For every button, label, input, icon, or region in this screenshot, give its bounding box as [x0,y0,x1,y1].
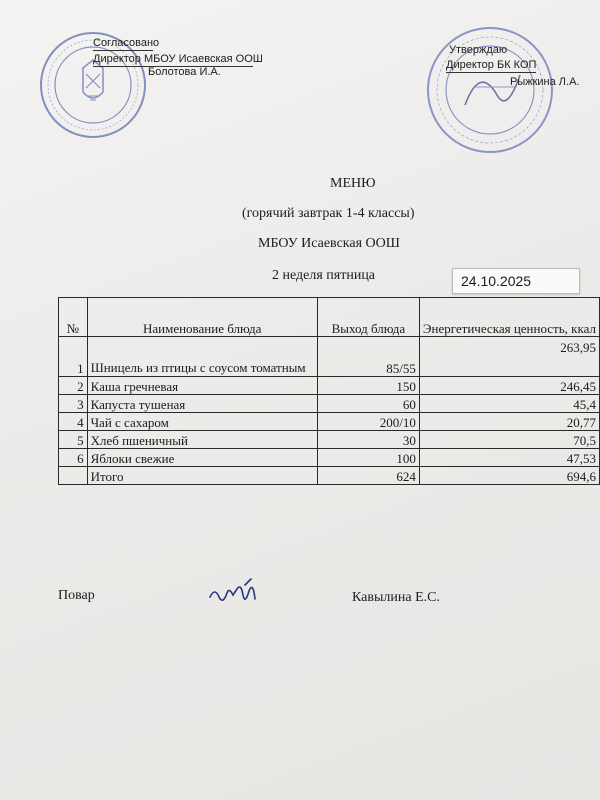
row-energy: 45,4 [419,395,599,413]
row-dish-name: Чай с сахаром [87,413,317,431]
cook-name: Кавылина Е.С. [352,590,440,605]
date-label-sticker [452,268,580,294]
row-output: 30 [317,431,419,449]
row-num: 3 [59,395,88,413]
week-day-label: 2 неделя пятница [272,268,376,283]
header-dish-name: Наименование блюда [87,298,317,337]
row-output: 150 [317,377,419,395]
row-energy: 246,45 [419,377,599,395]
approver-position: Директор МБОУ Исаевская ООШ [93,53,263,65]
table-row [59,449,600,467]
row-dish-name: Яблоки свежие [87,449,317,467]
row-num: 6 [59,449,88,467]
approval-label: Согласовано [93,37,160,49]
total-output: 624 [317,467,419,485]
header-energy: Энергетическая ценность, ккал [419,298,599,337]
table-total-row [59,467,600,485]
total-label: Итого [87,467,317,485]
row-energy: 20,77 [419,413,599,431]
confirmer-name: Рыжкина Л.А. [510,76,580,88]
menu-date: 24.10.2025 [461,273,532,289]
row-dish-name: Шницель из птицы с соусом томатным [87,337,317,377]
confirmer-underline [446,72,536,73]
menu-subtitle: (горячий завтрак 1-4 классы) [242,206,415,221]
menu-table [58,297,600,485]
approver-name: Болотова И.А. [148,66,221,78]
table-row [59,431,600,449]
header-output: Выход блюда [317,298,419,337]
cook-label: Повар [58,588,95,603]
table-header-row [59,298,600,337]
cook-signature [205,575,265,615]
total-num-cell [59,467,88,485]
row-output: 85/55 [317,337,419,377]
row-num: 5 [59,431,88,449]
row-num: 1 [59,337,88,377]
row-num: 2 [59,377,88,395]
page-title: МЕНЮ [330,176,376,191]
row-num: 4 [59,413,88,431]
confirmer-position: Директор БК КОП [446,59,537,71]
total-energy: 694,6 [419,467,599,485]
table-row [59,395,600,413]
row-output: 100 [317,449,419,467]
table-row [59,337,600,377]
row-energy: 47,53 [419,449,599,467]
table-row [59,413,600,431]
table-row [59,377,600,395]
approval-underline [93,50,153,51]
header-num: № [59,298,88,337]
row-output: 60 [317,395,419,413]
row-dish-name: Хлеб пшеничный [87,431,317,449]
row-energy: 263,95 [419,337,599,377]
row-output: 200/10 [317,413,419,431]
row-energy: 70,5 [419,431,599,449]
row-dish-name: Капуста тушеная [87,395,317,413]
confirm-label: Утверждаю [449,44,508,56]
school-name: МБОУ Исаевская ООШ [258,236,400,251]
row-dish-name: Каша гречневая [87,377,317,395]
